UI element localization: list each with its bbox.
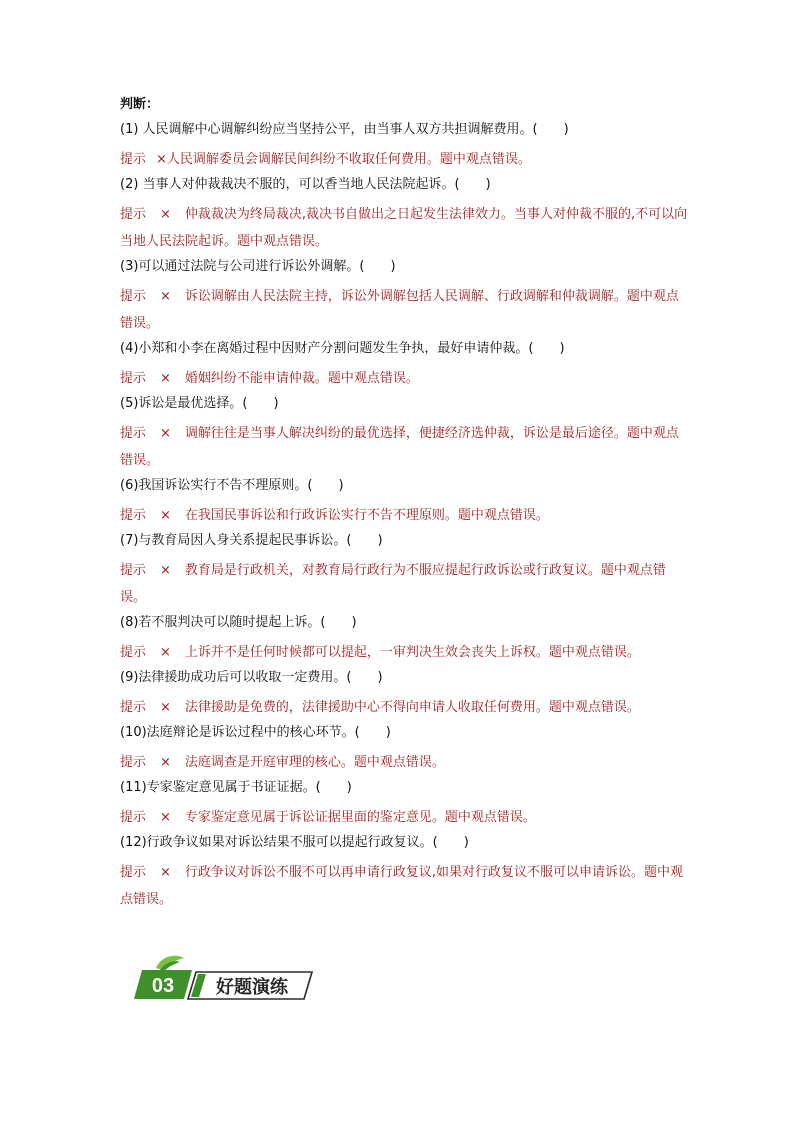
wrong-mark-icon: × bbox=[160, 810, 171, 825]
tip-label: 提示 bbox=[120, 865, 147, 880]
section-title: 好题演练 bbox=[216, 977, 288, 998]
question-3: (3)可以通过法院与公司进行诉讼外调解。( ) bbox=[120, 259, 396, 274]
question-11: (11)专家鉴定意见属于书证证据。( ) bbox=[120, 780, 352, 795]
question-5: (5)诉讼是最优选择。( ) bbox=[120, 396, 279, 411]
wrong-mark-icon: × bbox=[160, 426, 171, 441]
answer-text: 上诉并不是任何时候都可以提起，一审判决生效会丧失上诉权。题中观点错误。 bbox=[184, 645, 640, 660]
question-2: (2) 当事人对仲裁裁决不服的，可以香当地人民法院起诉。( ) bbox=[120, 177, 491, 192]
answer-text: 法律援助是免费的，法律援助中心不得向申请人收取任何费用。题中观点错误。 bbox=[184, 700, 640, 715]
answer-6 bbox=[120, 502, 690, 529]
question-8: (8)若不服判决可以随时提起上诉。( ) bbox=[120, 615, 357, 630]
tip-label: 提示 bbox=[120, 371, 147, 386]
wrong-mark-icon: × bbox=[160, 865, 171, 880]
wrong-mark-icon: × bbox=[160, 207, 171, 222]
section-heading: 判断： bbox=[120, 97, 160, 112]
wrong-mark-icon: × bbox=[160, 289, 171, 304]
answer-12 bbox=[120, 859, 690, 913]
answer-1 bbox=[120, 146, 690, 173]
answer-2 bbox=[120, 201, 690, 255]
judgment-section bbox=[120, 96, 690, 915]
answer-7 bbox=[120, 557, 690, 611]
tip-label: 提示 bbox=[120, 289, 147, 304]
wrong-mark-icon: × bbox=[160, 508, 171, 523]
tip-label: 提示 bbox=[120, 755, 147, 770]
question-6: (6)我国诉讼实行不告不理原则。( ) bbox=[120, 478, 344, 493]
answer-9 bbox=[120, 694, 690, 721]
wrong-mark-icon: × bbox=[160, 700, 171, 715]
answer-text: 专家鉴定意见属于诉讼证据里面的鉴定意见。题中观点错误。 bbox=[184, 810, 536, 825]
answer-text: 仲裁裁决为终局裁决,裁决书自做出之日起发生法律效力。当事人对仲裁不服的,不可以向当地人民法院起诉。题中观点错误。 bbox=[120, 207, 688, 249]
wrong-mark-icon: × bbox=[156, 152, 167, 167]
question-10: (10)法庭辩论是诉讼过程中的核心环节。( ) bbox=[120, 725, 391, 740]
tip-label: 提示 bbox=[120, 810, 147, 825]
wrong-mark-icon: × bbox=[160, 371, 171, 386]
wrong-mark-icon: × bbox=[160, 563, 171, 578]
answer-text: 调解往往是当事人解决纠纷的最优选择，便捷经济选仲裁，诉讼是最后途径。题中观点错误。 bbox=[120, 426, 679, 468]
tip-label: 提示 bbox=[120, 426, 147, 441]
tip-label: 提示 bbox=[120, 508, 147, 523]
tip-label: 提示 bbox=[120, 645, 147, 660]
tip-label: 提示 bbox=[120, 207, 147, 222]
answer-text: 诉讼调解由人民法院主持，诉讼外调解包括人民调解、行政调解和仲裁调解。题中观点错误。 bbox=[120, 289, 679, 331]
section-badge bbox=[134, 952, 314, 1002]
question-7: (7)与教育局因人身关系提起民事诉讼。( ) bbox=[120, 533, 383, 548]
answer-text: 教育局是行政机关，对教育局行政行为不服应提起行政诉讼或行政复议。题中观点错误。 bbox=[120, 563, 666, 605]
question-4: (4)小郑和小李在离婚过程中因财产分割问题发生争执，最好申请仲裁。( ) bbox=[120, 341, 565, 356]
answer-5 bbox=[120, 420, 690, 474]
answer-11 bbox=[120, 804, 690, 831]
question-12: (12)行政争议如果对诉讼结果不服可以提起行政复议。( ) bbox=[120, 835, 469, 850]
answer-text: 行政争议对诉讼不服不可以再申请行政复议,如果对行政复议不服可以申请诉讼。题中观点错误。 bbox=[120, 865, 684, 907]
section-number: 03 bbox=[151, 975, 175, 997]
answer-text: 在我国民事诉讼和行政诉讼实行不告不理原则。题中观点错误。 bbox=[184, 508, 549, 523]
tip-label: 提示 bbox=[120, 563, 147, 578]
tip-label: 提示 bbox=[120, 700, 147, 715]
question-9: (9)法律援助成功后可以收取一定费用。( ) bbox=[120, 670, 383, 685]
answer-10 bbox=[120, 749, 690, 776]
tip-label: 提示 bbox=[120, 152, 147, 167]
answer-3 bbox=[120, 283, 690, 337]
answer-text: 法庭调查是开庭审理的核心。题中观点错误。 bbox=[184, 755, 445, 770]
answer-text: 婚姻纠纷不能申请仲裁。题中观点错误。 bbox=[184, 371, 419, 386]
answer-4 bbox=[120, 365, 690, 392]
wrong-mark-icon: × bbox=[160, 645, 171, 660]
answer-text: 人民调解委员会调解民间纠纷不收取任何费用。题中观点错误。 bbox=[166, 152, 531, 167]
answer-8 bbox=[120, 639, 690, 666]
wrong-mark-icon: × bbox=[160, 755, 171, 770]
question-1: (1) 人民调解中心调解纠纷应当坚持公平，由当事人双方共担调解费用。( ) bbox=[120, 122, 569, 137]
